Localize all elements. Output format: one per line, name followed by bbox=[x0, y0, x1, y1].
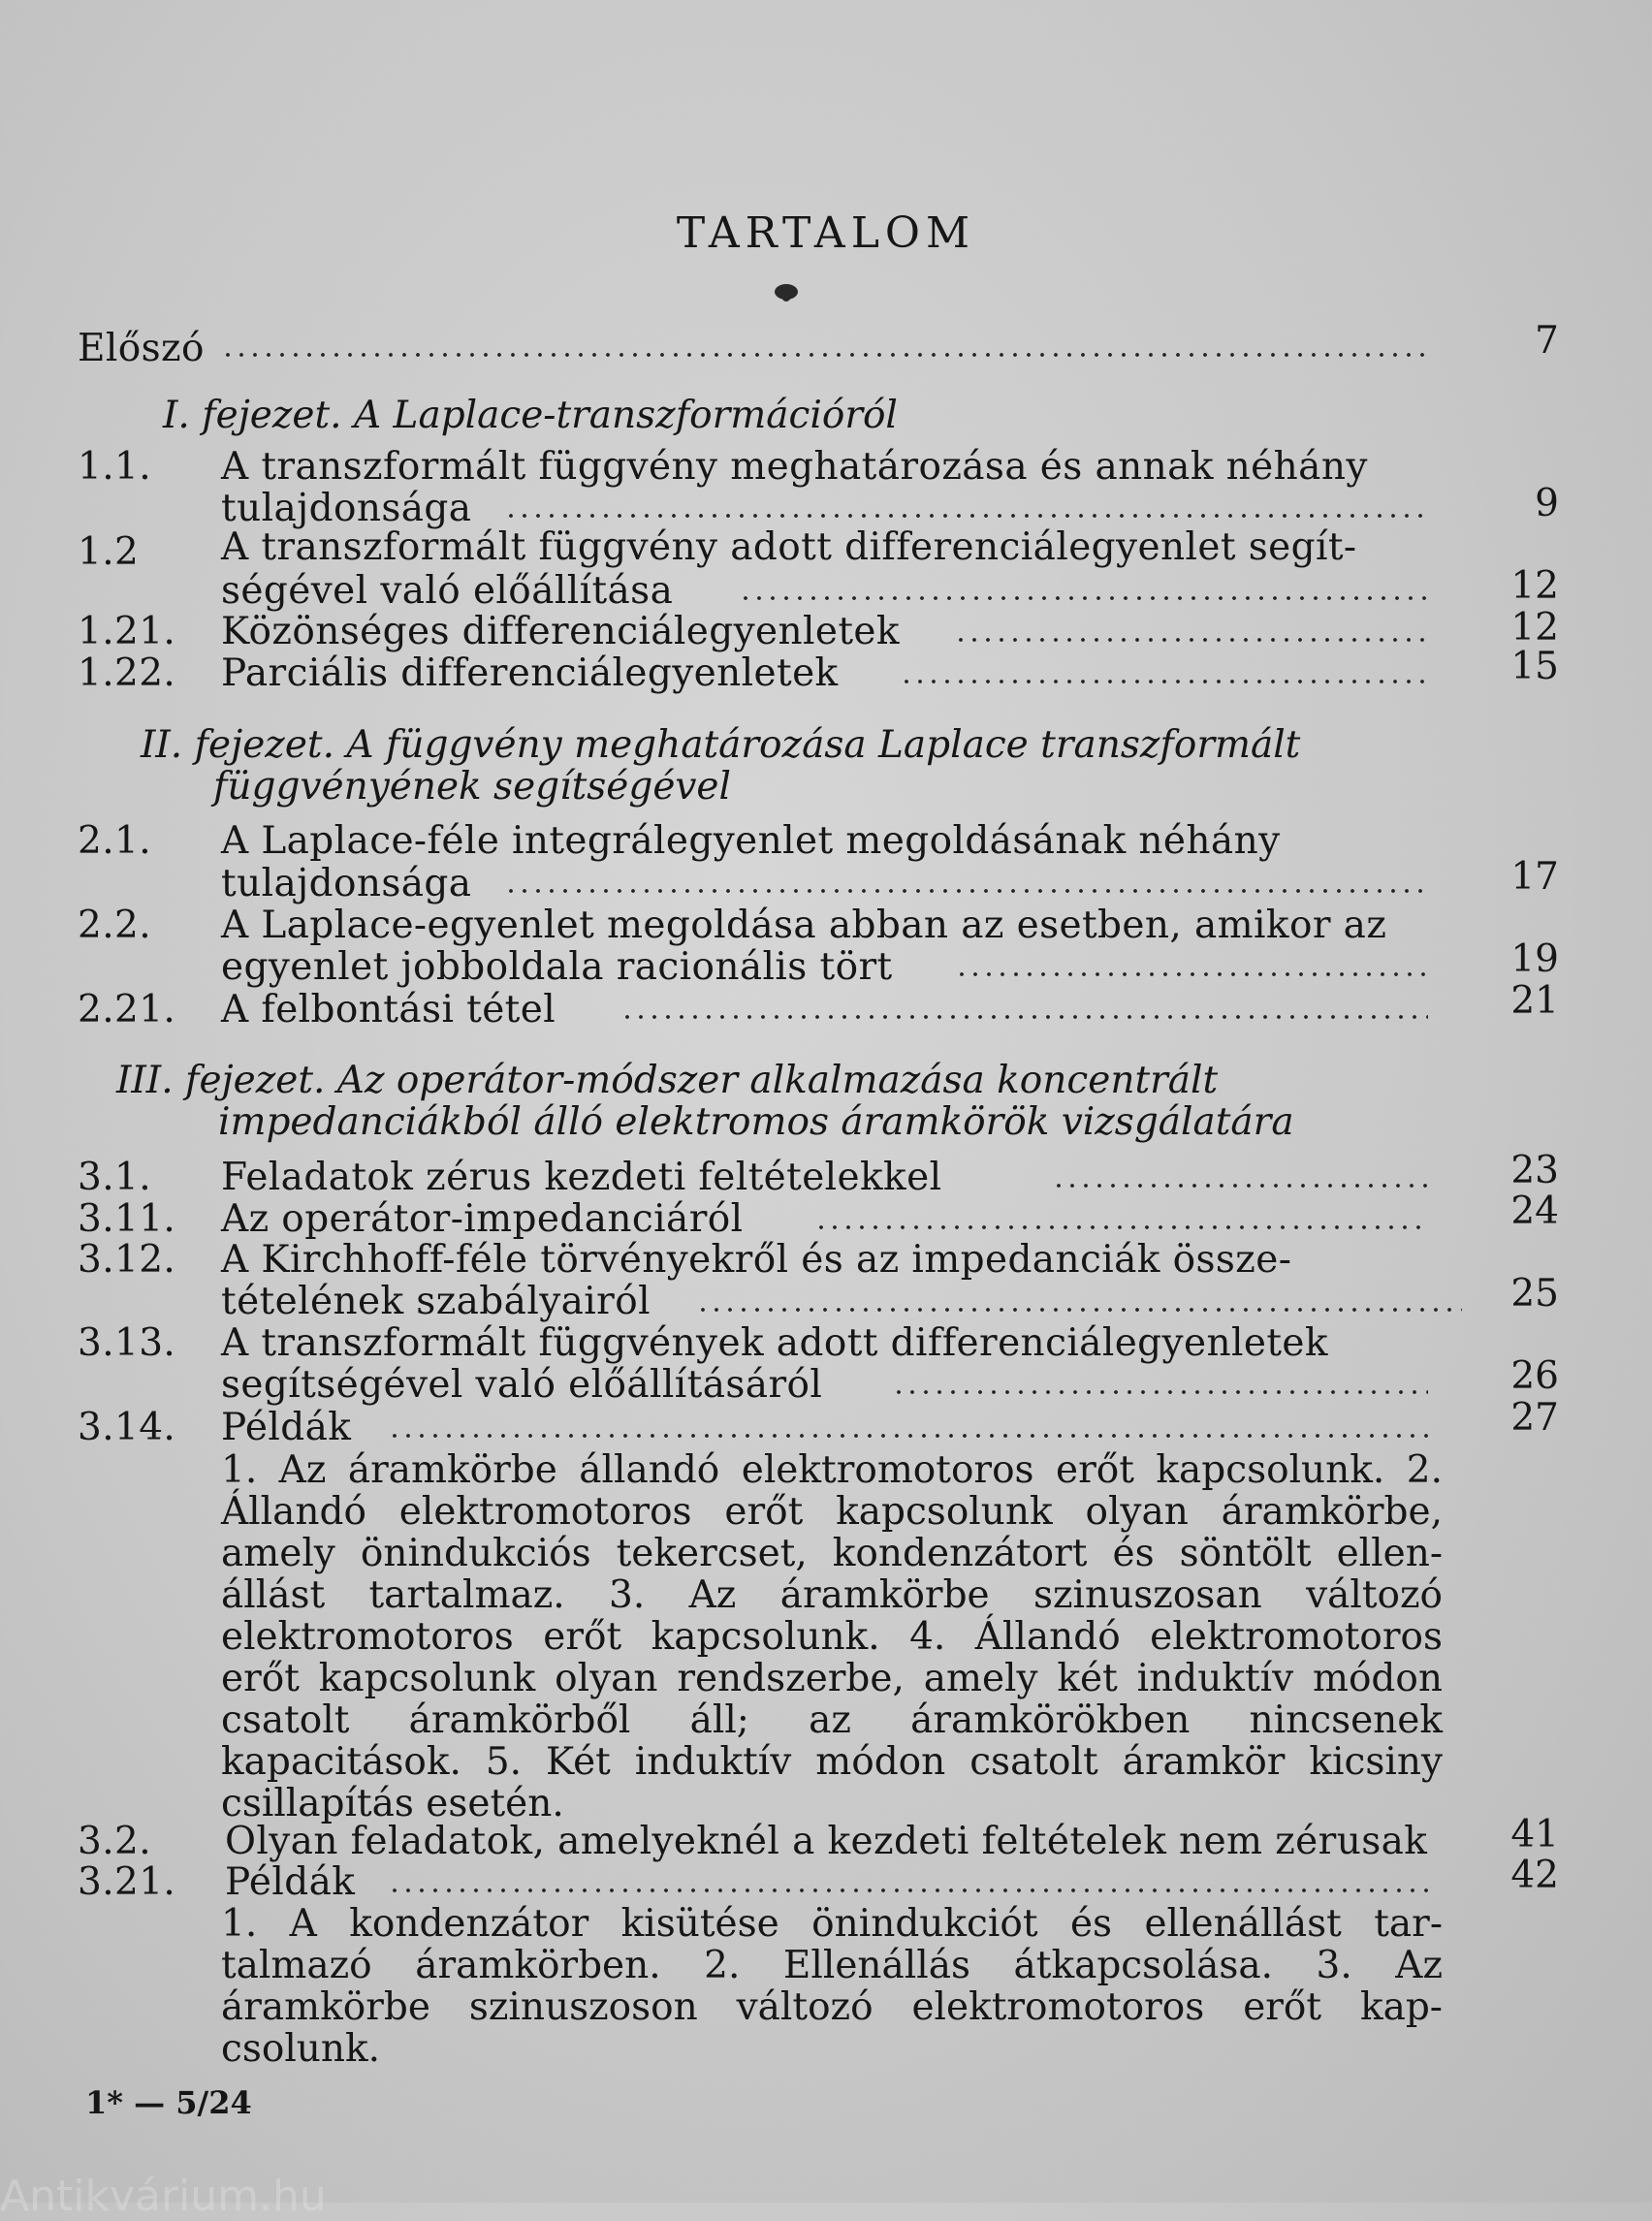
dot-leader bbox=[954, 638, 1428, 642]
page-number: 17 bbox=[1510, 855, 1559, 899]
entry-number: 3.2. bbox=[78, 1820, 152, 1863]
entry-text: Példák bbox=[225, 1860, 356, 1904]
entry-text: Olyan feladatok, amelyeknél a kezdeti feltételek nem zérusak bbox=[225, 1820, 1428, 1863]
page-number: 12 bbox=[1510, 606, 1559, 650]
entry-text: A Kirchhoff-féle törvényekről és az impedanciák össze- bbox=[221, 1238, 1292, 1282]
entry-text: tételének szabályairól bbox=[221, 1280, 651, 1323]
chapter-heading: III. fejezet. Az operátor-módszer alkalmazása koncentrált bbox=[116, 1059, 1219, 1102]
entry-text: tulajdonsága bbox=[221, 487, 472, 530]
entry-text: Parciális differenciálegyenletek bbox=[221, 651, 839, 695]
page-number: 24 bbox=[1510, 1190, 1559, 1233]
entry-text: Az operátor-impedanciáról bbox=[221, 1197, 744, 1241]
dot-leader bbox=[620, 1015, 1428, 1019]
page-number: 25 bbox=[1510, 1272, 1559, 1316]
entry-text: Feladatok zérus kezdeti feltételekkel bbox=[221, 1156, 942, 1199]
dot-leader bbox=[221, 353, 1428, 357]
page-number: 21 bbox=[1510, 979, 1559, 1023]
chapter-heading: impedanciákból álló elektromos áramkörök vizsgálatára bbox=[218, 1100, 1294, 1144]
entry-description: 1. A kondenzátor kisütése önindukciót és ellenállást tar-talmazó áramkörben. 2. Ellenállás átkapcsolása. 3. Az áramkörbe szinuszoson változó elektromotoros erőt kap-csolunk. bbox=[221, 1902, 1443, 2071]
signature-mark: 1* — 5/24 bbox=[85, 2084, 252, 2121]
entry-text: tulajdonsága bbox=[221, 862, 472, 905]
entry-number: 3.1. bbox=[78, 1156, 152, 1199]
dot-leader bbox=[955, 972, 1428, 976]
dot-leader bbox=[388, 1434, 1428, 1438]
entry-number: 3.11. bbox=[78, 1197, 176, 1241]
page-number: 19 bbox=[1510, 937, 1559, 981]
entry-number: 1.1. bbox=[78, 445, 152, 489]
page-number: 7 bbox=[1535, 319, 1559, 363]
entry-number: 2.21. bbox=[78, 988, 176, 1031]
page-number: 41 bbox=[1510, 1813, 1559, 1856]
dot-leader bbox=[504, 889, 1428, 893]
dot-leader bbox=[696, 1308, 1462, 1312]
page-number: 26 bbox=[1510, 1354, 1559, 1398]
ornament-icon bbox=[772, 281, 801, 306]
entry-number: 1.21. bbox=[78, 610, 176, 653]
page-number: 27 bbox=[1510, 1396, 1559, 1440]
page-number: 12 bbox=[1510, 564, 1559, 608]
page-number: 23 bbox=[1510, 1149, 1559, 1192]
entry-number: 1.22. bbox=[78, 651, 176, 695]
entry-number: 2.2. bbox=[78, 904, 152, 947]
entry-text: A transzformált függvény meghatározása és annak néhány bbox=[221, 445, 1368, 489]
entry-number: 3.14. bbox=[78, 1406, 176, 1449]
chapter-heading: II. fejezet. A függvény meghatározása Laplace transzformált bbox=[141, 723, 1301, 767]
page-number: 9 bbox=[1535, 482, 1559, 525]
dot-leader bbox=[814, 1225, 1428, 1229]
entry-text: A felbontási tétel bbox=[221, 988, 556, 1031]
entry-number: 3.13. bbox=[78, 1321, 176, 1365]
entry-text: egyenlet jobboldala racionális tört bbox=[221, 945, 893, 989]
entry-text: ségével való előállítása bbox=[221, 569, 674, 613]
entry-number: 2.1. bbox=[78, 819, 152, 863]
entry-number: 1.2 bbox=[78, 530, 140, 574]
dot-leader bbox=[1052, 1184, 1428, 1188]
entry-text: A transzformált függvények adott differenciálegyenletek bbox=[221, 1321, 1328, 1365]
chapter-heading: függvényének segítségével bbox=[213, 765, 731, 809]
toc-entry-eloszo: Előszó bbox=[78, 327, 205, 370]
entry-number: 3.12. bbox=[78, 1238, 176, 1282]
page-number: 42 bbox=[1510, 1854, 1559, 1897]
entry-text: A Laplace-féle integrálegyenlet megoldásának néhány bbox=[221, 819, 1281, 863]
page-title: TARTALOM bbox=[676, 208, 976, 258]
entry-text: A transzformált függvény adott differenciálegyenlet segít- bbox=[221, 525, 1357, 569]
entry-text: Közönséges differenciálegyenletek bbox=[221, 610, 900, 653]
dot-leader bbox=[739, 596, 1428, 600]
entry-description: 1. Az áramkörbe állandó elektromotoros erőt kapcsolunk. 2. Állandó elektromotoros erőt kapcsolunk olyan áramkörbe, amely önindukciós tekercset, kondenzátort és söntölt ellen-állást tartalmaz. 3. Az áramkörbe szinuszosan változó elektromotoros erőt kapcsolunk. 4. Állandó elektromotoros erőt kapcsolunk olyan rendszerbe, amely két induktív módon csatolt áramkörből áll; az áramkörökben nincsenek kapacitások. 5. Két induktív módon csatolt áramkör kicsiny csillapítás esetén. bbox=[221, 1448, 1443, 1825]
entry-text: A Laplace-egyenlet megoldása abban az esetben, amikor az bbox=[221, 904, 1387, 947]
dot-leader bbox=[504, 514, 1428, 518]
entry-number: 3.21. bbox=[78, 1860, 176, 1904]
page-number: 15 bbox=[1510, 645, 1559, 688]
entry-text: segítségével való előállításáról bbox=[221, 1363, 823, 1407]
chapter-heading: I. fejezet. A Laplace-transzformációról bbox=[163, 394, 898, 437]
watermark: Antikvárium.hu bbox=[0, 2172, 327, 2221]
dot-leader bbox=[388, 1888, 1428, 1892]
dot-leader bbox=[900, 680, 1428, 683]
entry-text: Példák bbox=[221, 1406, 352, 1449]
dot-leader bbox=[892, 1390, 1428, 1394]
